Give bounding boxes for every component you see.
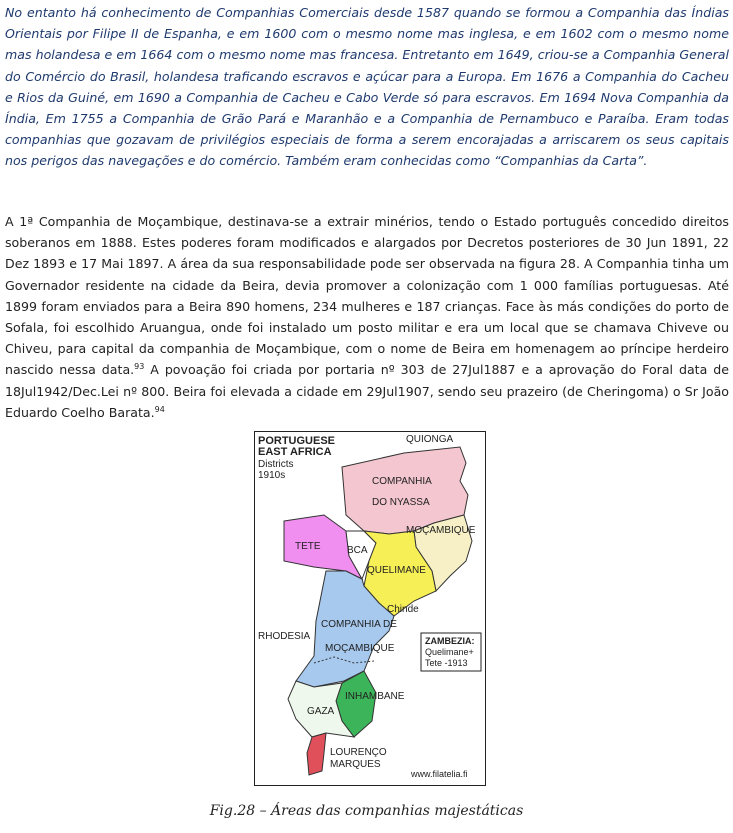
label-gaza: GAZA xyxy=(307,706,335,717)
label-quelimane: QUELIMANE xyxy=(367,565,426,576)
map-title-line-2: EAST AFRICA xyxy=(258,446,332,458)
label-nyassa-2: DO NYASSA xyxy=(372,497,430,508)
map-title-line-1: PORTUGUESE xyxy=(258,435,336,447)
map-subtitle-line-2: 1910s xyxy=(258,470,286,481)
label-bca: BCA xyxy=(347,545,368,556)
label-tete: TETE xyxy=(295,541,321,552)
label-nyassa-1: COMPANHIA xyxy=(372,476,432,487)
label-mocambique-north: MOÇAMBIQUE xyxy=(406,525,476,536)
label-lourenco-2: MARQUES xyxy=(330,759,381,770)
paragraph-companhia-mocambique xyxy=(5,211,729,423)
label-comp-moc-2: MOÇAMBIQUE xyxy=(325,643,395,654)
label-inhambane: INHAMBANE xyxy=(345,691,405,702)
label-lourenco-1: LOURENÇO xyxy=(330,747,387,758)
paragraph-text-part-2: A povoação foi criada por portaria nº 303 de 27Jul1887 e a aprovação do Foral data de 18Jul1942/Dec.Lei nº 800. Beira foi elevada a cidade em 29Jul1907, sendo seu prazeiro (de Cheringoma) o Sr João Eduardo Coelho Barata. xyxy=(5,362,729,420)
paragraph-text-part-1: A 1ª Companhia de Moçambique, destinava-se a extrair minérios, tendo o Estado português concedido direitos soberanos em 1888. Estes poderes foram modificados e alargados por Decretos posteriores de 30 Jun 1891, 22 Dez 1893 e 17 Mai 1897. A área da sua responsabilidade pode ser observada na figura 28. A Companhia tinha um Governador residente na cidade da Beira, devia promover a colonização com 1 000 famílias portuguesas. Até 1899 foram enviados para a Beira 890 homens, 234 mulheres e 187 crianças. Face às más condições do porto de Sofala, foi escolhido Aruangua, onde foi instalado um posto militar e era um local que se chamava Chiveve ou Chiveu, para capital da companhia de Moçambique, com o nome de Beira em homenagem ao príncipe herdeiro nascido nessa data. xyxy=(5,214,729,378)
footnote-ref-93[interactable]: 93 xyxy=(134,362,145,372)
label-rhodesia: RHODESIA xyxy=(258,631,311,642)
label-chinde: Chinde xyxy=(387,604,419,615)
paragraph-companhias-comerciais: No entanto há conhecimento de Companhias Comerciais desde 1587 quando se formou a Companhia das Índias Orientais por Filipe II de Espanha, e em 1600 com o mesmo nome mas inglesa, e em 1602 com o mesmo nome mas holandesa e em 1664 com o mesmo nome mas francesa. Entretanto em 1649, criou-se a Companhia General do Comércio do Brasil, holandesa traficando escravos e açúcar para a Europa. Em 1676 a Companhia do Cacheu e Rios da Guiné, em 1690 a Companhia de Cacheu e Cabo Verde só para escravos. Em 1694 Nova Companhia da Índia, Em 1755 a Companhia de Grão Pará e Maranhão e a Companhia de Pernambuco e Paraíba. Eram todas companhias que gozavam de privilégios especiais de forma a serem encorajadas a arriscarem os seus capitais nos perigos das navegações e do comércio. Também eram conhecidas como “Companhias da Carta”. xyxy=(5,5,729,169)
zambezia-note-line-2: Quelimane+ xyxy=(425,647,474,657)
label-quionga: QUIONGA xyxy=(406,434,454,445)
map-credit: www.filatelia.fi xyxy=(411,769,468,779)
figure-caption: Fig.28 – Áreas das companhias majestáticas xyxy=(209,803,524,819)
zambezia-note-line-3: Tete -1913 xyxy=(425,658,468,668)
portuguese-east-africa-map xyxy=(254,431,486,786)
label-comp-moc-1: COMPANHIA DE xyxy=(321,619,397,630)
map-subtitle-line-1: Districts xyxy=(258,459,294,470)
footnote-ref-94[interactable]: 94 xyxy=(154,404,165,414)
zambezia-note-line-1: ZAMBEZIA: xyxy=(425,636,475,646)
